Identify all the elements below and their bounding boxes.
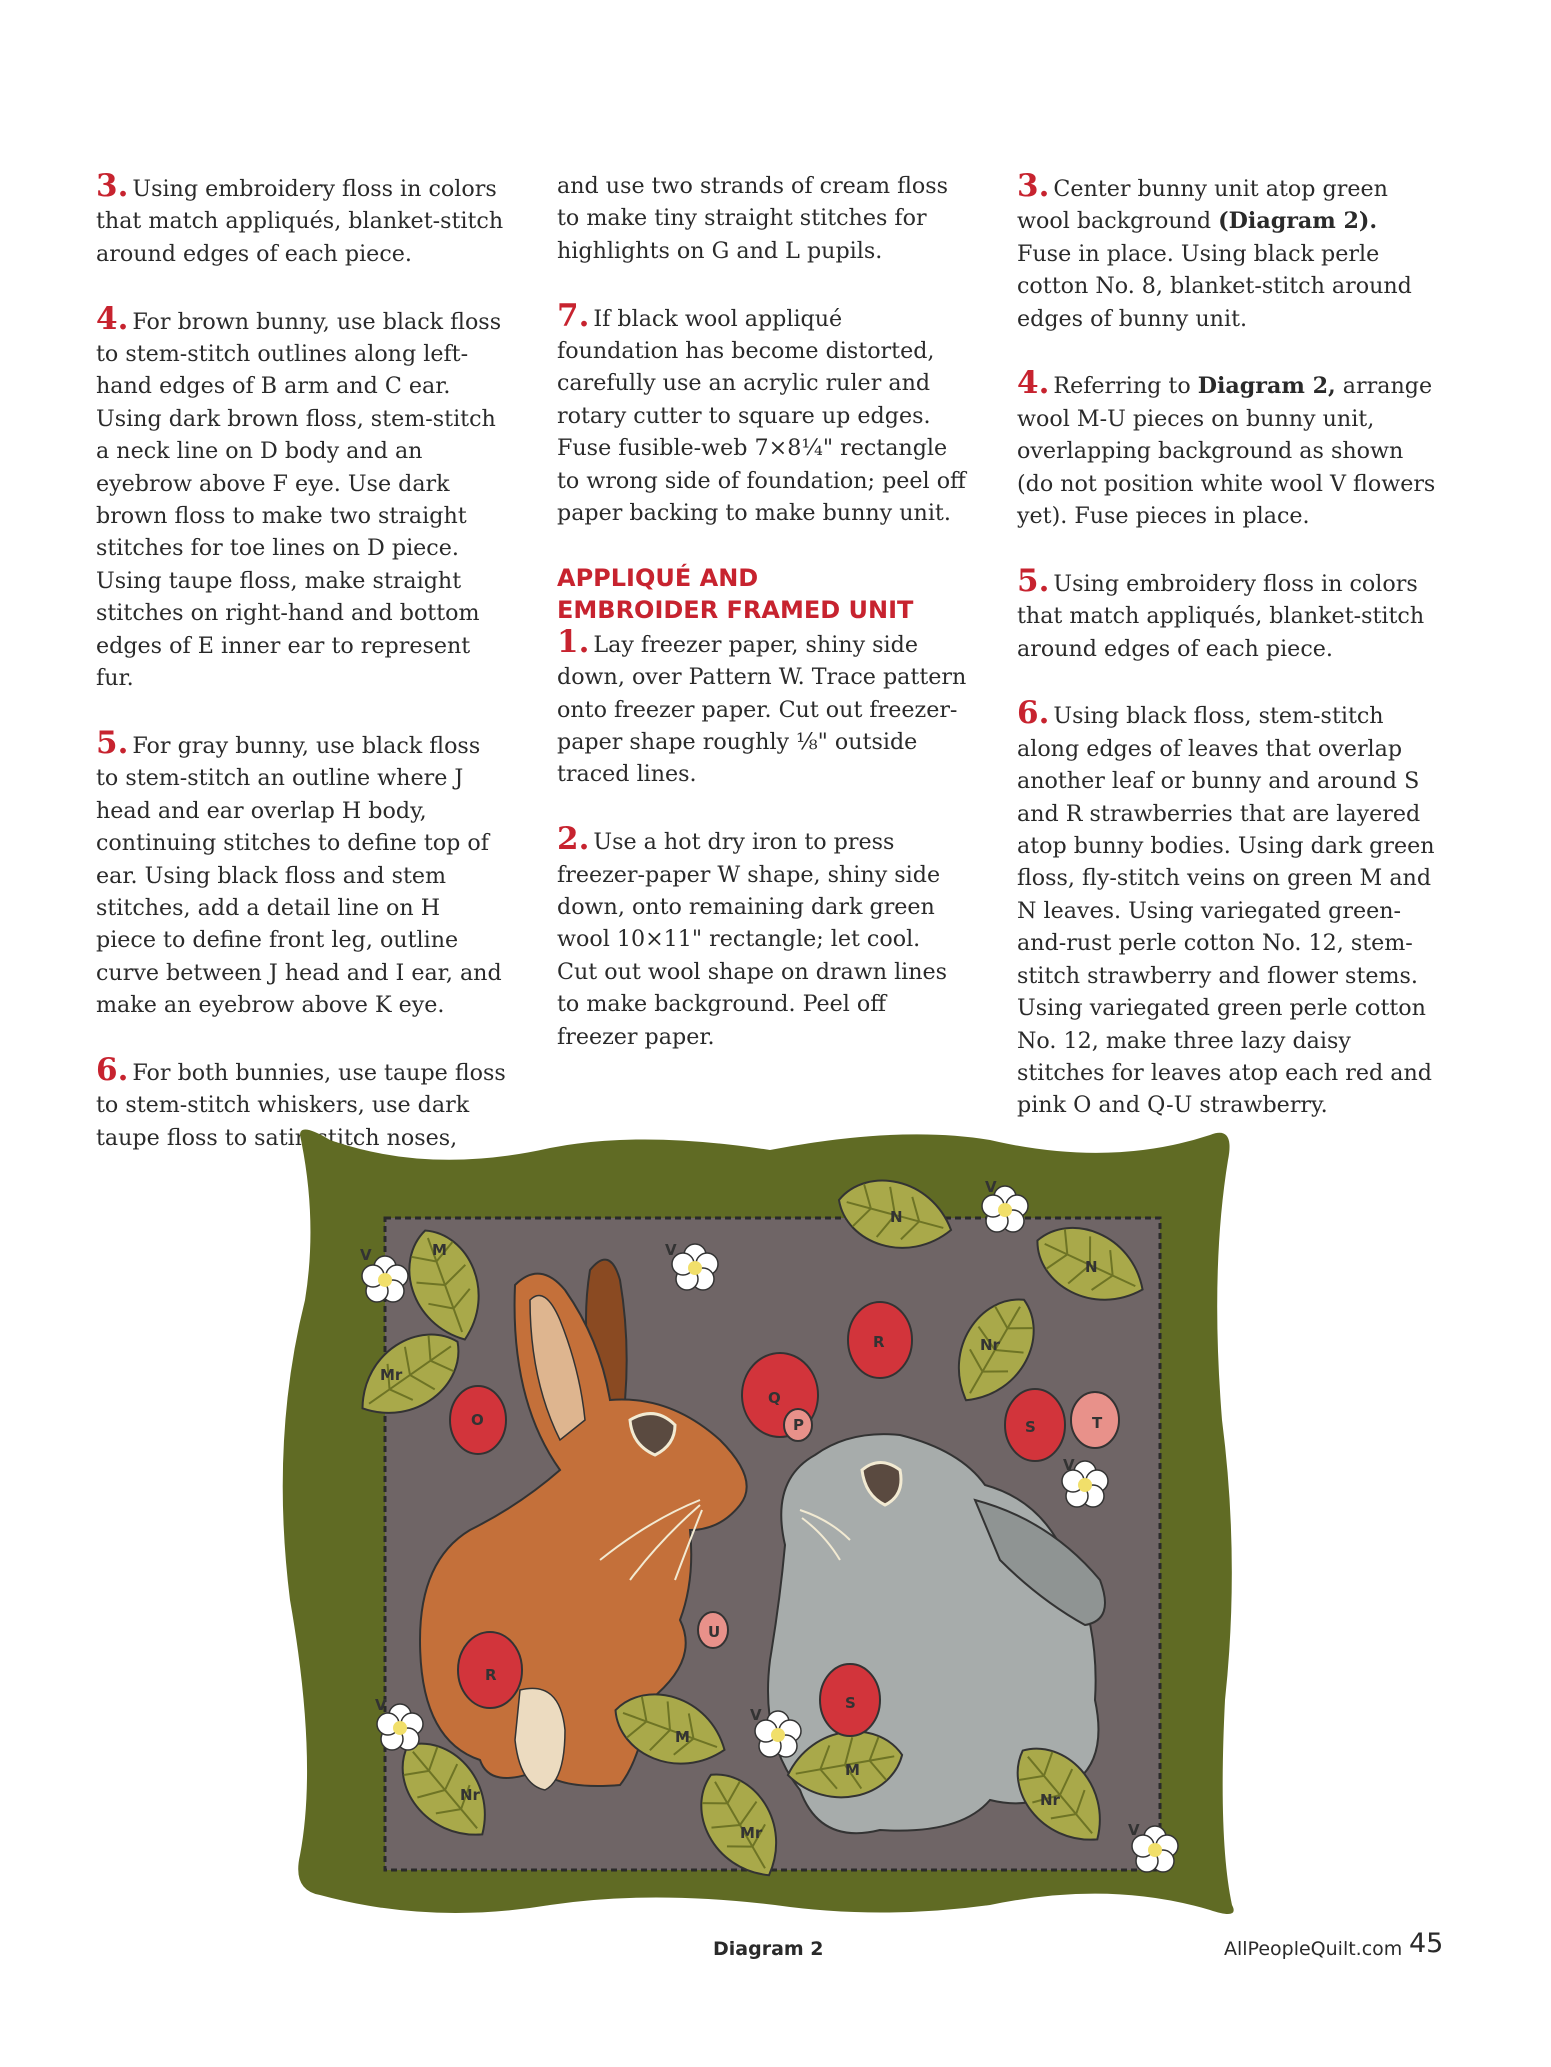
label-nr: Nr [980, 1336, 1000, 1354]
section-heading: APPLIQUÉ AND EMBROIDER FRAMED UNIT [557, 563, 914, 624]
label-q: Q [768, 1389, 781, 1407]
label-t: T [1092, 1414, 1103, 1432]
step-2-frame: 2. Use a hot dry iron to press freezer-paper W shape, shiny side down, onto remaining dark green wool 10×11" rectangle; let cool. Cut out wool shape on drawn lines to make background. Peel off freezer paper. [557, 821, 948, 1050]
step-6-frame: 6. Using black floss, stem-stitch along edges of leaves that overlap another leaf or bunny and around S and R strawberries that are layered atop bunny bodies. Using dark green floss, fly-stitch veins on green M and N leaves. Using variegated green-and-rust perle cotton No. 12, stem-stitch strawberry and flower stems. Using variegated green perle cotton No. 12, make three lazy daisy stitches for leaves atop each red and pink O and Q-U strawberry. [1017, 695, 1435, 1119]
diagram-caption: Diagram 2 [713, 1938, 824, 1960]
label-s: S [1025, 1418, 1036, 1436]
label-v: V [1063, 1456, 1075, 1474]
label-m: M [845, 1761, 860, 1779]
label-n: N [1085, 1258, 1098, 1276]
label-m: M [432, 1241, 447, 1259]
label-r: R [873, 1333, 885, 1351]
label-mr: Mr [740, 1824, 763, 1842]
step-3-frame: 3. Center bunny unit atop green wool background (Diagram 2). Fuse in place. Using black perle cotton No. 8, blanket-stitch around edges of bunny unit. [1017, 168, 1412, 332]
label-v: V [375, 1696, 387, 1714]
label-m: M [675, 1728, 690, 1746]
step-5-bunny: 5. For gray bunny, use black floss to stem-stitch an outline where J head and ear overlap H body, continuing stitches to define top of ear. Using black floss and stem stitches, add a detail line on H piece to define front leg, outline curve between J head and I ear, and make an eyebrow above K eye. [96, 724, 502, 1019]
label-s: S [845, 1694, 856, 1712]
label-nr: Nr [1040, 1791, 1060, 1809]
label-u: U [708, 1623, 721, 1641]
step-6-bunny: 6. For both bunnies, use taupe floss to stem-stitch whiskers, use dark taupe floss to satin-stitch noses, [96, 1051, 506, 1151]
footer-site: AllPeopleQuilt.com [1224, 1938, 1403, 1960]
label-v: V [985, 1178, 997, 1196]
step-3-bunny: 3. Using embroidery floss in colors that match appliqués, blanket-stitch around edges of each piece. [96, 168, 504, 267]
step-6-continued: and use two strands of cream floss to make tiny straight stitches for highlights on G and L pupils. [557, 173, 949, 264]
label-p: P [793, 1416, 804, 1434]
label-mr: Mr [380, 1366, 403, 1384]
step-4-bunny: 4. For brown bunny, use black floss to stem-stitch outlines along left-hand edges of B arm and C ear. Using dark brown floss, stem-stitch a neck line on D body and an eyebrow above F eye. Use dark brown floss to make two straight stitches for toe lines on D piece. Using taupe floss, make straight stitches on right-hand and bottom edges of E inner ear to represent fur. [96, 300, 502, 692]
label-nr: Nr [460, 1786, 480, 1804]
label-n: N [890, 1208, 903, 1226]
label-v: V [665, 1241, 677, 1259]
page-number: 45 [1409, 1928, 1444, 1959]
step-5-frame: 5. Using embroidery floss in colors that match appliqués, blanket-stitch around edges of each piece. [1017, 562, 1425, 662]
step-7-bunny: 7. If black wool appliqué foundation has become distorted, carefully use an acrylic ruler and rotary cutter to square up edges. Fuse fusible-web 7×8¼" rectangle to wrong side of foundation; peel off paper backing to make bunny unit. [557, 297, 966, 527]
label-v: V [750, 1706, 762, 1724]
step-1-frame: 1. Lay freezer paper, shiny side down, over Pattern W. Trace pattern onto freezer paper. Cut out freezer-paper shape roughly ⅛" outside traced lines. [557, 623, 967, 788]
label-r: R [485, 1666, 497, 1684]
label-o: O [471, 1411, 484, 1429]
step-4-frame: 4. Referring to Diagram 2, arrange wool M-U pieces on bunny unit, overlapping background as shown (do not position white wool V flowers yet). Fuse pieces in place. [1017, 365, 1436, 530]
label-v: V [360, 1246, 372, 1264]
label-v: V [1128, 1821, 1140, 1839]
